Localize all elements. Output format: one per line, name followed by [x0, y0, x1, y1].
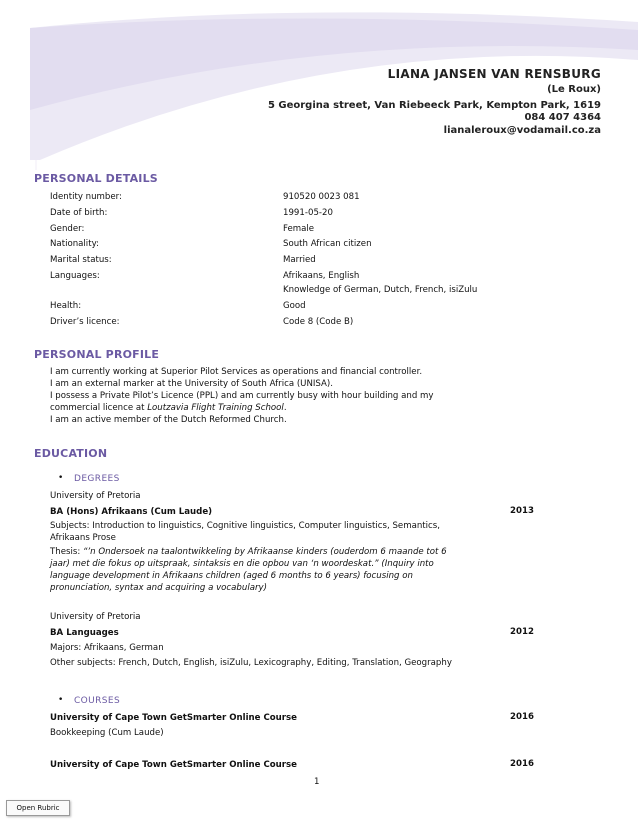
detail-value: 1991-05-20 [283, 208, 333, 218]
thesis-line [50, 570, 490, 582]
profile-line: I am currently working at Superior Pilot Services as operations and financial controller. [50, 367, 423, 377]
detail-value: Married [283, 255, 316, 265]
thesis-line [50, 558, 490, 570]
thesis-title: language development in Afrikaans children (aged 6 months to 6 years) focusing on [50, 571, 413, 581]
degree-institution: University of Pretoria [50, 491, 141, 501]
candidate-phone: 084 407 4364 [524, 112, 601, 123]
thesis-line [50, 582, 490, 594]
profile-line: I am an external marker at the University of South Africa (UNISA). [50, 379, 333, 389]
detail-value: Code 8 (Code B) [283, 317, 354, 327]
profile-line [50, 402, 490, 414]
degree-subjects: Afrikaans Prose [50, 533, 116, 543]
detail-label: Marital status: [50, 255, 112, 265]
detail-label: Languages: [50, 271, 100, 281]
profile-text: . [283, 403, 287, 413]
course-year: 2016 [510, 759, 534, 769]
candidate-alias: (Le Roux) [547, 84, 601, 95]
thesis-line [50, 546, 490, 558]
open-rubric-badge[interactable]: Open Rubric [6, 800, 70, 816]
degree-qualification: BA (Hons) Afrikaans (Cum Laude) [50, 507, 213, 517]
degree-subjects: Subjects: Introduction to linguistics, Cognitive linguistics, Computer linguistics, Semantics, [50, 521, 440, 531]
detail-label: Gender: [50, 224, 85, 234]
bullet-icon: • [58, 695, 64, 705]
detail-label: Nationality: [50, 239, 99, 249]
header-swoosh-decoration [0, 0, 638, 170]
thesis-label: Thesis: [50, 547, 83, 557]
profile-text: commercial licence at [50, 403, 148, 413]
courses-heading: COURSES [74, 696, 121, 706]
course-year: 2016 [510, 712, 534, 722]
course-name: University of Cape Town GetSmarter Online Course [50, 760, 297, 770]
degree-year: 2012 [510, 627, 534, 637]
detail-label: Date of birth: [50, 208, 108, 218]
detail-value: Female [283, 224, 315, 234]
thesis-title: pronunciation, syntax and acquiring a vocabulary) [50, 583, 267, 593]
detail-label: Health: [50, 301, 82, 311]
profile-line: I possess a Private Pilot’s Licence (PPL) and am currently busy with hour building and my [50, 391, 434, 401]
flight-school-name: Loutzavia Flight Training School [147, 403, 284, 413]
personal-profile-title: PERSONAL PROFILE [34, 348, 160, 361]
page-number: 1 [314, 777, 320, 787]
candidate-name: LIANA JANSEN VAN RENSBURG [387, 67, 601, 81]
detail-value: Knowledge of German, Dutch, French, isiZulu [283, 285, 478, 295]
detail-value: 910520 0023 081 [283, 192, 360, 202]
thesis-title: jaar) met die fokus op uitspraak, sintaksis en die opbou van ‘n woordeskat.” (Inquiry into [50, 559, 434, 569]
degree-qualification: BA Languages [50, 628, 119, 638]
detail-label: Driver’s licence: [50, 317, 120, 327]
course-detail: Bookkeeping (Cum Laude) [50, 728, 164, 738]
detail-value: South African citizen [283, 239, 372, 249]
bullet-icon: • [58, 473, 64, 483]
thesis-title: “’n Ondersoek na taalontwikkeling by Afrikaanse kinders (ouderdom 6 maande tot 6 [82, 547, 447, 557]
detail-label: Identity number: [50, 192, 122, 202]
candidate-address: 5 Georgina street, Van Riebeeck Park, Kempton Park, 1619 [267, 100, 601, 111]
course-name: University of Cape Town GetSmarter Online Course [50, 713, 297, 723]
candidate-email[interactable]: lianaleroux@vodamail.co.za [443, 125, 601, 136]
degrees-heading: DEGREES [74, 474, 120, 484]
profile-line: I am an active member of the Dutch Reformed Church. [50, 415, 287, 425]
degree-year: 2013 [510, 506, 534, 516]
education-title: EDUCATION [34, 447, 108, 460]
detail-value: Afrikaans, English [283, 271, 360, 281]
degree-other-subjects: Other subjects: French, Dutch, English, isiZulu, Lexicography, Editing, Translation, Geography [50, 658, 452, 668]
degree-institution: University of Pretoria [50, 612, 141, 622]
detail-value: Good [283, 301, 306, 311]
degree-majors: Majors: Afrikaans, German [50, 643, 164, 653]
personal-details-title: PERSONAL DETAILS [34, 172, 158, 185]
